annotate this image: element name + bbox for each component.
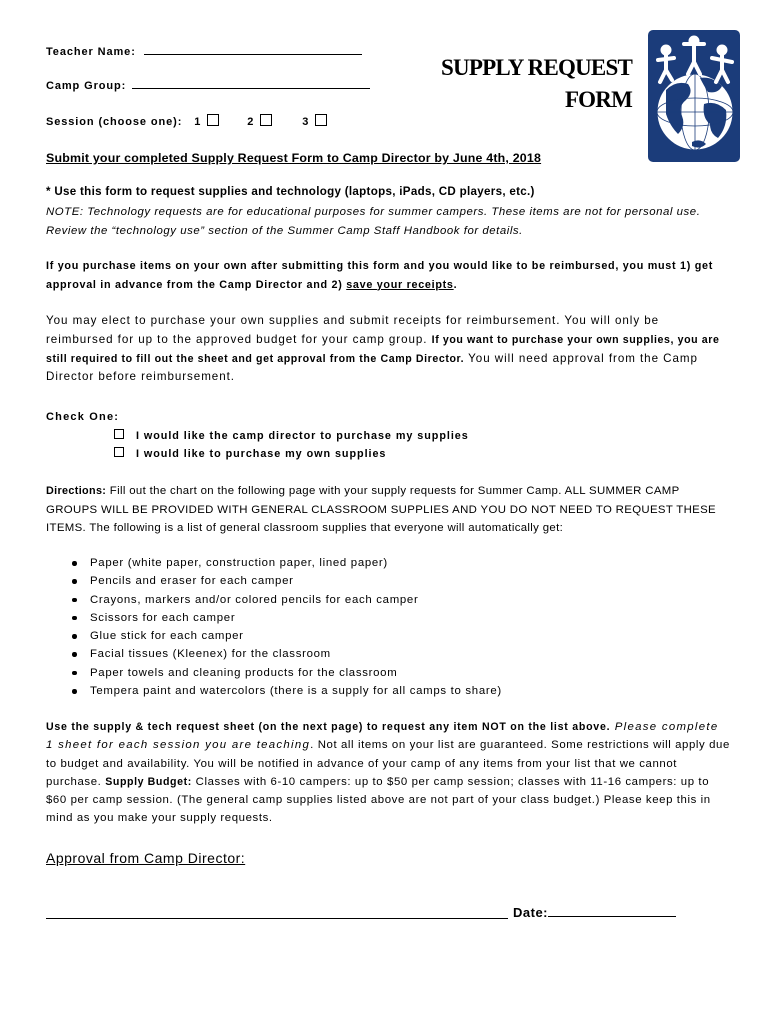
session-1-checkbox[interactable] xyxy=(207,114,219,126)
list-item: Crayons, markers and/or colored pencils for each camper xyxy=(70,591,730,609)
teacher-name-field xyxy=(46,46,362,58)
elect-paragraph: You may elect to purchase your own supplies and submit receipts for reimbursement. You will only be reimbursed for up to the approved budget for your camp group. If you want to purchase your own supplies, you are still required to fill out the sheet and get approval from the Camp Director. You will need approval from the Camp Director before reimbursement. xyxy=(46,314,720,384)
save-receipts-text: save your receipts xyxy=(346,278,454,291)
director-purchase-checkbox[interactable] xyxy=(114,429,124,439)
list-item: Tempera paint and watercolors (there is a supply for all camps to share) xyxy=(70,682,730,700)
session-option-3[interactable]: 3 xyxy=(302,116,327,128)
directions-paragraph: Directions: Fill out the chart on the following page with your supply requests for Summer Camp. ALL SUMMER CAMP GROUPS WILL BE PROVIDED WITH GENERAL CLASSROOM SUPPLIES AND YOU DO NOT NEED TO REQUEST THESE ITEMS. The following is a list of general classroom supplies that everyone will automatically get: xyxy=(46,485,717,534)
session-label: Session (choose one): xyxy=(46,116,183,128)
list-item: Paper (white paper, construction paper, lined paper) xyxy=(70,554,730,572)
date-field xyxy=(513,905,676,920)
session-field xyxy=(46,114,327,128)
session-option-2[interactable]: 2 xyxy=(247,116,272,128)
page-title xyxy=(392,52,632,116)
list-item: Scissors for each camper xyxy=(70,609,730,627)
approval-label: Approval from Camp Director: xyxy=(46,850,246,866)
supply-budget-label: Supply Budget: xyxy=(105,775,192,788)
check-option-director[interactable]: I would like the camp director to purchase my supplies xyxy=(114,429,469,442)
list-item: Glue stick for each camper xyxy=(70,627,730,645)
camp-logo xyxy=(648,30,740,162)
camp-group-input[interactable] xyxy=(132,88,370,89)
check-one-label: Check One: xyxy=(46,411,120,423)
list-item: Paper towels and cleaning products for the classroom xyxy=(70,664,730,682)
session-option-1[interactable]: 1 xyxy=(194,116,219,128)
request-sheet-paragraph: Use the supply & tech request sheet (on the next page) to request any item NOT on the list above. Please complete 1 sheet for each session you are teaching. Not all items on your list are guaranteed. Some restrictions will apply due to budget and availability. You will be notified in advance of your camp of any items from your list that we cannot purchase. Supply Budget: Classes with 6-10 campers: up to $50 per camp session; classes with 11-16 campers: up to $60 per camp session. (The general camp supplies listed above are not part of your class budget.) Please keep this in mind as you make your supply requests. xyxy=(46,721,730,825)
list-item: Facial tissues (Kleenex) for the classroom xyxy=(70,645,730,663)
globe-children-logo-icon xyxy=(648,30,740,162)
reimbursement-note: If you purchase items on your own after submitting this form and you would like to be reimbursed, you must 1) get approval in advance from the Camp Director and 2) save your receipts. xyxy=(46,260,713,291)
technology-note: NOTE: Technology requests are for educational purposes for summer campers. These items are not for personal use. Review the “technology use” section of the Summer Camp Staff Handbook for details. xyxy=(46,206,701,237)
title-line-1: SUPPLY REQUEST xyxy=(441,55,632,80)
camp-group-label: Camp Group: xyxy=(46,80,127,92)
directions-label: Directions: xyxy=(46,485,107,497)
camp-group-field xyxy=(46,80,370,92)
self-purchase-checkbox[interactable] xyxy=(114,447,124,457)
list-item: Pencils and eraser for each camper xyxy=(70,572,730,590)
submit-deadline: Submit your completed Supply Request Form to Camp Director by June 4th, 2018 xyxy=(46,151,542,165)
teacher-name-label: Teacher Name: xyxy=(46,46,136,58)
director-signature-line[interactable] xyxy=(46,906,508,919)
title-line-2: FORM xyxy=(564,87,632,112)
date-label: Date: xyxy=(513,905,549,920)
use-form-note: * Use this form to request supplies and technology (laptops, iPads, CD players, etc.) xyxy=(46,185,535,198)
date-input[interactable] xyxy=(548,916,676,917)
session-3-checkbox[interactable] xyxy=(315,114,327,126)
general-supplies-list xyxy=(70,554,730,700)
session-2-checkbox[interactable] xyxy=(260,114,272,126)
check-option-self[interactable]: I would like to purchase my own supplies xyxy=(114,447,386,460)
teacher-name-input[interactable] xyxy=(144,54,362,55)
